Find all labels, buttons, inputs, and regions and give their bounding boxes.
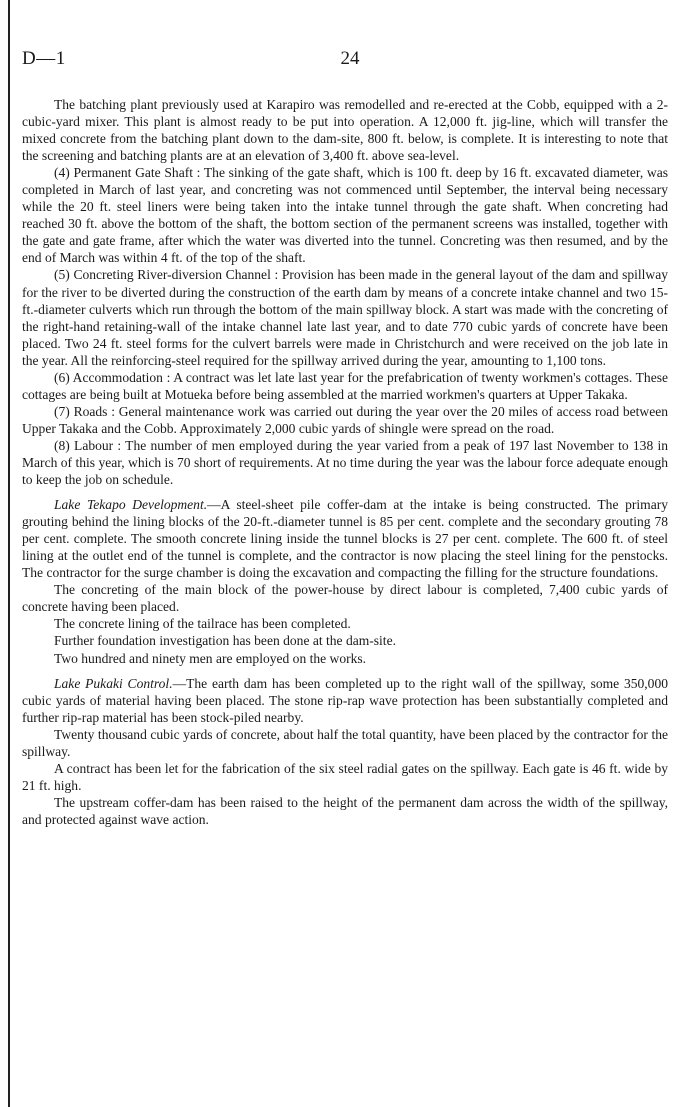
paragraph-coffer-dam: The upstream coffer-dam has been raised to the height of the permanent dam across the width of the spillway, and protected against wave action. — [22, 794, 668, 827]
paragraph-diversion-channel: (5) Concreting River-diversion Channel : Provision has been made in the general layout of the dam and spillway for the river to be diverted during the construction of the earth dam by means of a concrete intake channel and two 15-ft.-diameter culverts which run through the bottom of the main spillway block. A start was made with the concreting of the right-hand retaining-wall of the intake channel late last year, and to date 770 cubic yards of concrete have been placed. Two 24 ft. steel forms for the culvert barrels were made in Christchurch and were received on the job late in the year. All the reinforcing-steel required for the spillway arrived during the year, amounting to 1,100 tons. — [22, 267, 668, 368]
paragraph-men-employed: Two hundred and ninety men are employed on the works. — [54, 650, 367, 666]
paragraph-power-house: The concreting of the main block of the power-house by direct labour is completed, 7,400 cubic yards of concrete having been placed. — [22, 582, 668, 615]
paragraph-tailrace: The concrete lining of the tailrace has been completed. — [54, 616, 351, 632]
page-header — [22, 48, 678, 72]
paragraph-foundation: Further foundation investigation has been done at the dam-site. — [54, 633, 396, 649]
page-edge-rule — [8, 0, 10, 1107]
page-number: 24 — [340, 48, 360, 69]
page-code: D—1 — [22, 48, 66, 69]
paragraph-roads: (7) Roads : General maintenance work was carried out during the year over the 20 miles of access road between Upper Takaka and the Cobb. Approximately 2,000 cubic yards of shingle were spread on the road. — [22, 403, 668, 436]
paragraph-tekapo: Lake Tekapo Development.—A steel-sheet pile coffer-dam at the intake is being constructed. The primary grouting behind the lining blocks of the 20-ft.-diameter tunnel is 85 per cent. complete and the secondary grouting 78 per cent. complete. The smooth concrete lining inside the tunnel blocks is 27 per cent. complete. The 600 ft. of steel lining at the outlet end of the tunnel is complete, and the contractor is now placing the steel lining for the penstocks. The contractor for the surge chamber is doing the excavation and compacting the filling for the structure foundations. — [22, 497, 668, 581]
body-text — [22, 96, 668, 828]
paragraph-radial-gates: A contract has been let for the fabrication of the six steel radial gates on the spillway. Each gate is 46 ft. wide by 21 ft. high. — [22, 760, 668, 793]
paragraph-pukaki: Lake Pukaki Control.—The earth dam has been completed up to the right wall of the spillway, some 350,000 cubic yards of material having been placed. The stone rip-rap wave protection has been substantially completed and further rip-rap material has been stock-piled nearby. — [22, 675, 668, 725]
paragraph-labour: (8) Labour : The number of men employed during the year varied from a peak of 197 last November to 138 in March of this year, which is 70 short of requirements. At no time during the year was the labour force adequate enough to keep the job on schedule. — [22, 437, 668, 488]
paragraph-gate-shaft: (4) Permanent Gate Shaft : The sinking of the gate shaft, which is 100 ft. deep by 16 ft. excavated diameter, was completed in March of last year, and concreting was not commenced until September, the interval being necessary while the 20 ft. steel liners were being taken into the intake tunnel through the gate shaft. When concreting had reached 30 ft. above the bottom of the shaft, the bottom section of the permanent screens was installed, together with the gate and gate frame, after which the water was diverted into the tunnel. Concreting was then resumed, and by the end of March was within 4 ft. of the top of the shaft. — [22, 165, 668, 266]
paragraph-batching-plant: The batching plant previously used at Karapiro was remodelled and re-erected at the Cobb, equipped with a 2-cubic-yard mixer. This plant is almost ready to be put into operation. A 12,000 ft. jig-line, which will transfer the mixed concrete from the batching plant down to the dam-site, 800 ft. below, is complete. It is interesting to note that the screening and batching plants are at an elevation of 3,400 ft. above sea-level. — [22, 97, 668, 164]
section-heading-pukaki: Lake Pukaki Control. — [54, 675, 173, 691]
paragraph-spillway-concrete: Twenty thousand cubic yards of concrete, about half the total quantity, have been placed by the contractor for the spillway. — [22, 726, 668, 759]
paragraph-accommodation: (6) Accommodation : A contract was let late last year for the prefabrication of twenty workmen's cottages. These cottages are being built at Motueka before being assembled at the married workmen's quarters at Upper Takaka. — [22, 369, 668, 402]
section-heading-tekapo: Lake Tekapo Development. — [54, 497, 208, 513]
